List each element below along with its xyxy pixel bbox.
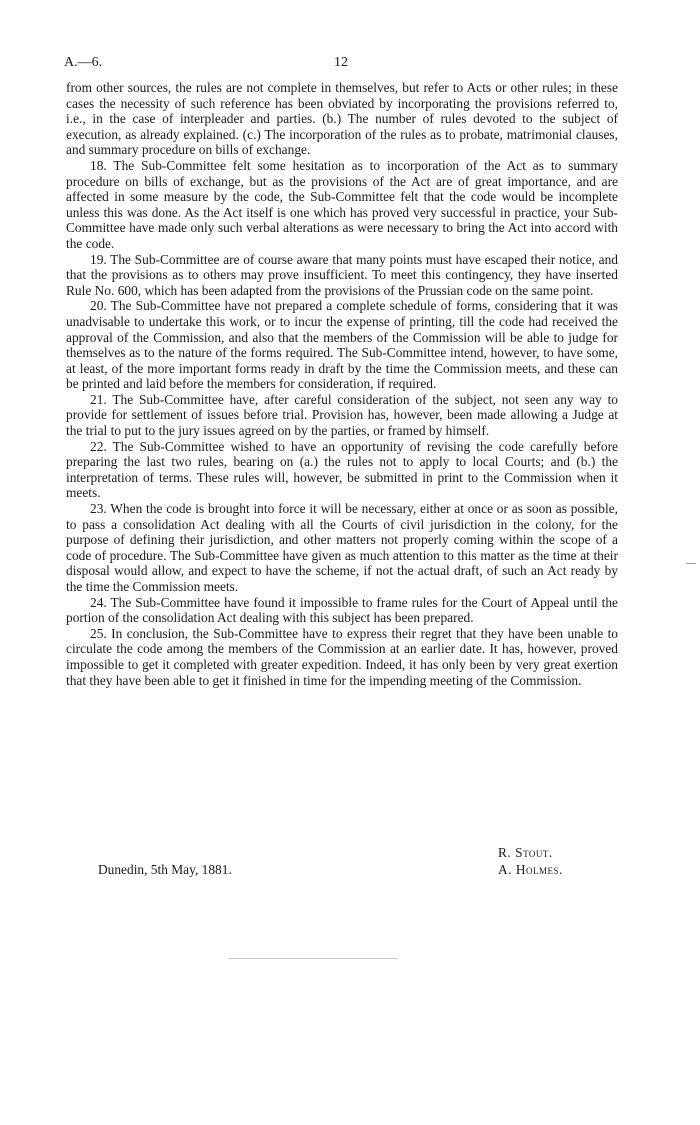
paragraph-20: 20. The Sub-Committee have not prepared a complete schedule of forms, considering that it was unadvisable to undertake this work, or to incur the expense of printing, till the code had received the approval of the Commission, and also that the members of the Commission will be able to judge for themselves as to the nature of the forms required. The Sub-Committee intend, however, to have some, at least, of the more important forms ready in draft by the time the Commission meets, and these can be printed and laid before the members for consideration, if required. xyxy=(66,298,618,392)
paragraph-18: 18. The Sub-Committee felt some hesitation as to incorporation of the Act as to summary procedure on bills of exchange, but as the provisions of the Act are of great importance, and are affected in some measure by the code, the Sub-Committee felt that the code would be incomplete unless this was done. As the Act itself is one which has proved very successful in practice, your Sub-Committee have made only such verbal alterations as were necessary to bring the Act into accord with the code. xyxy=(66,157,618,251)
page-header xyxy=(64,55,619,75)
document-body xyxy=(66,80,618,688)
place-and-date: Dunedin, 5th May, 1881. xyxy=(98,862,232,877)
page-number: 12 xyxy=(334,55,348,70)
paragraph-22: 22. The Sub-Committee wished to have an opportunity of revising the code carefully before preparing the last two rules, bearing on (a.) the rules not to apply to local Courts; and (b.) the interpretation of terms. These rules will, however, be submitted in print to the Commission when it meets. xyxy=(66,438,618,501)
margin-mark xyxy=(686,563,696,564)
document-reference: A.—6. xyxy=(64,55,103,70)
paragraph-continuation: from other sources, the rules are not complete in themselves, but refer to Acts or other rules; in these cases the necessity of such reference has been obviated by incorporating the provisions referred to, i.e., in the case of interpleader and parties. (b.) The number of rules devoted to the subject of execution, as already explained. (c.) The incorporation of the rules as to probate, matrimonial clauses, and summary procedure on bills of exchange. xyxy=(66,80,618,158)
paragraph-21: 21. The Sub-Committee have, after careful consideration of the subject, not seen any way to provide for settlement of issues before trial. Provision has, however, been made allowing a Judge at the trial to put to the jury issues agreed on by the parties, or framed by himself. xyxy=(66,391,618,439)
paragraph-23: 23. When the code is brought into force it will be necessary, either at once or as soon as possible, to pass a consolidation Act dealing with all the Courts of civil jurisdiction in the colony, for the purpose of defining their jurisdiction, and other matters not properly coming within the scope of a code of procedure. The Sub-Committee have given as much attention to this matter as the time at their disposal would allow, and expect to have the scheme, if not the actual draft, of such an Act ready by the time the Commission meets. xyxy=(66,501,618,594)
paragraph-19: 19. The Sub-Committee are of course aware that many points must have escaped their notice, and that the provisions as to others may prove insufficient. To meet this contingency, they have inserted Rule No. 600, which has been adapted from the provisions of the Prussian code on the same point. xyxy=(66,251,618,298)
signatory-holmes: A. Holmes. xyxy=(498,862,563,877)
paragraph-25: 25. In conclusion, the Sub-Committee have to express their regret that they have been unable to circulate the code among the members of the Commission at an earlier date. It has, however, proved impossible to get it completed with greater expedition. Indeed, it has only been by very great exertion that they have been able to get it finished in time for the impending meeting of the Commission. xyxy=(66,625,618,688)
closing-rule xyxy=(228,958,398,959)
paragraph-24: 24. The Sub-Committee have found it impossible to frame rules for the Court of Appeal until the portion of the consolidation Act dealing with this subject has been prepared. xyxy=(66,594,618,626)
signatory-stout: R. Stout. xyxy=(498,845,553,860)
